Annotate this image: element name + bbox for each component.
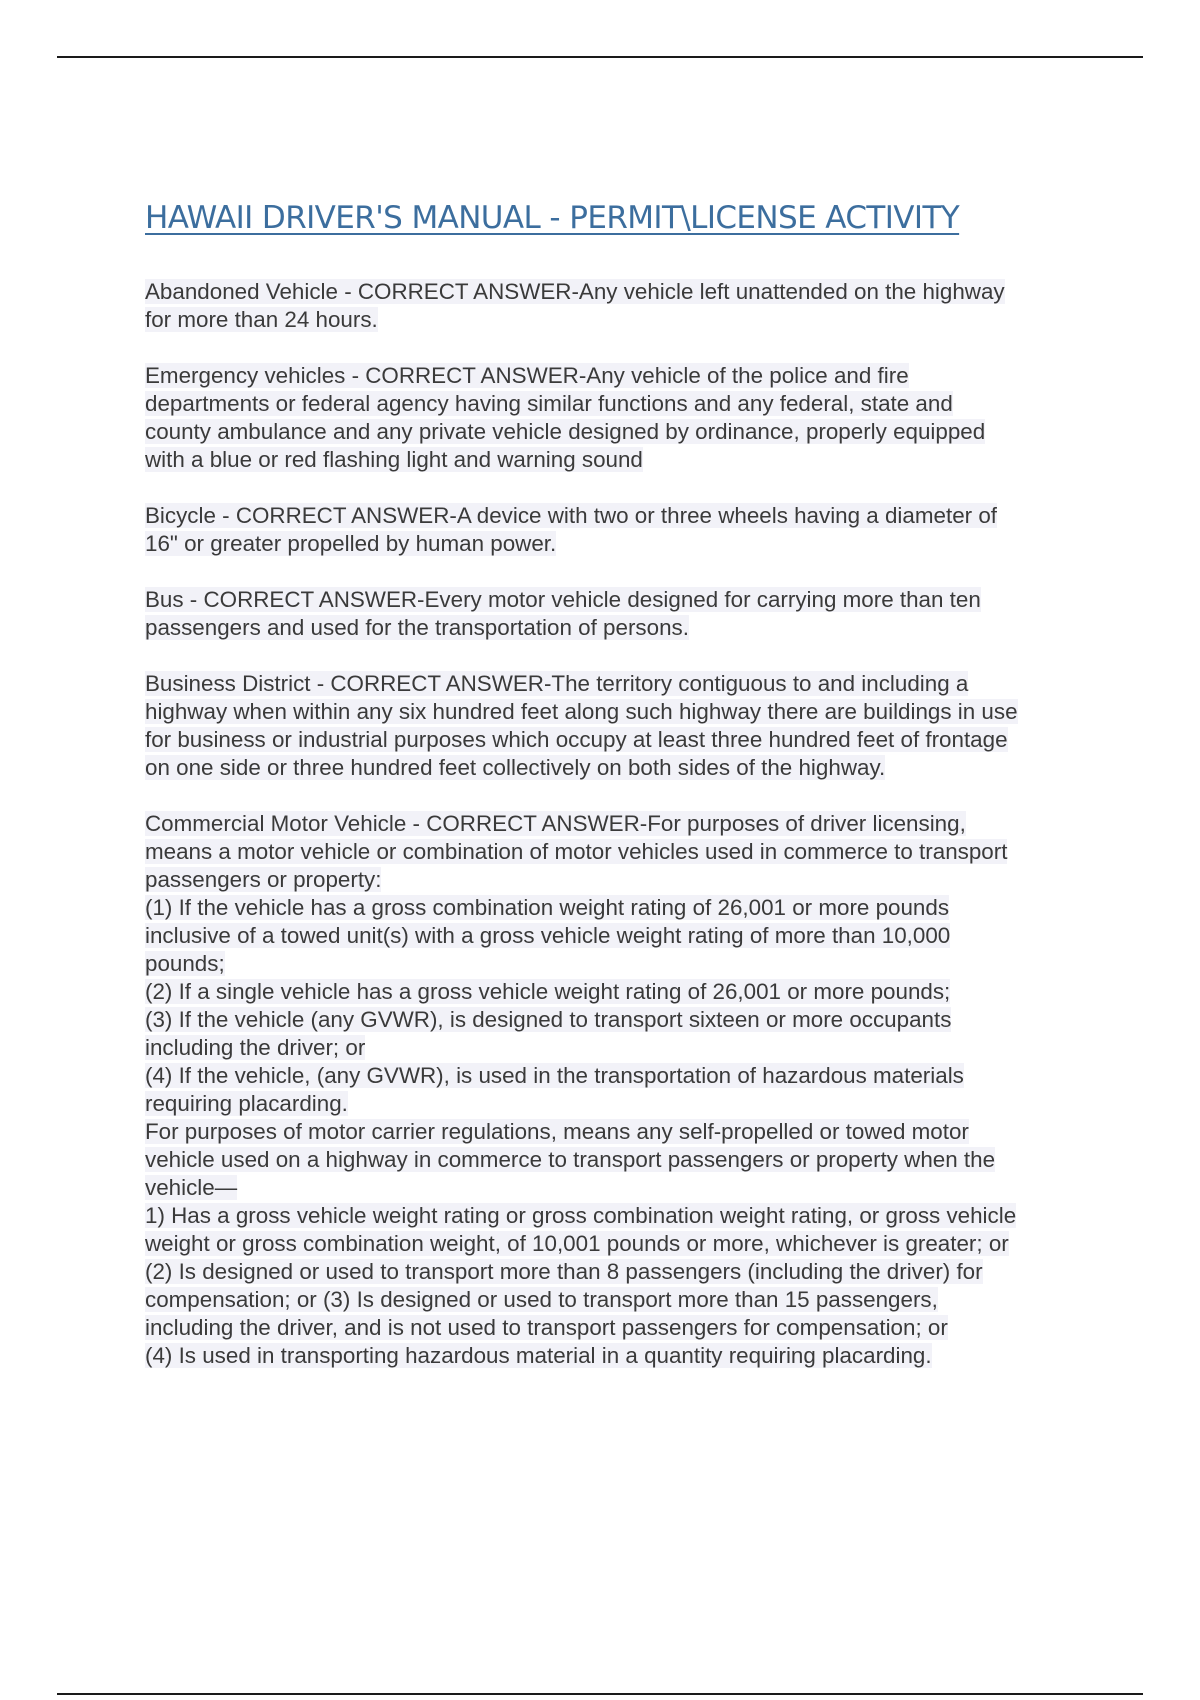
definition-text: (2) If a single vehicle has a gross vehicle weight rating of 26,001 or more pounds; xyxy=(145,979,951,1004)
definition-line xyxy=(145,1314,1095,1342)
header-rule xyxy=(57,56,1143,58)
definition-line xyxy=(145,1062,1095,1090)
definition-text: (4) Is used in transporting hazardous material in a quantity requiring placarding. xyxy=(145,1343,932,1368)
definition-text: county ambulance and any private vehicle designed by ordinance, properly equipped xyxy=(145,419,986,444)
definition-line xyxy=(145,838,1095,866)
definition-line xyxy=(145,670,1095,698)
definition-entry xyxy=(145,362,1095,474)
definition-line xyxy=(145,1034,1095,1062)
definition-line xyxy=(145,1258,1095,1286)
document-body xyxy=(145,278,1095,1370)
definition-line xyxy=(145,1230,1095,1258)
footer-rule xyxy=(57,1693,1143,1695)
definition-text: on one side or three hundred feet collectively on both sides of the highway. xyxy=(145,755,886,780)
definition-line xyxy=(145,1174,1095,1202)
definition-line xyxy=(145,278,1095,306)
definition-line xyxy=(145,1146,1095,1174)
definition-line xyxy=(145,726,1095,754)
definition-entry xyxy=(145,670,1095,782)
definition-line xyxy=(145,698,1095,726)
definition-text: (4) If the vehicle, (any GVWR), is used in the transportation of hazardous materials xyxy=(145,1063,964,1088)
page-title: HAWAII DRIVER'S MANUAL - PERMIT\LICENSE ACTIVITY xyxy=(145,200,960,236)
definition-text: Bus - CORRECT ANSWER-Every motor vehicle designed for carrying more than ten xyxy=(145,587,981,612)
definition-line xyxy=(145,530,1095,558)
definition-text: Business District - CORRECT ANSWER-The territory contiguous to and including a xyxy=(145,671,969,696)
definition-text: pounds; xyxy=(145,951,225,976)
definition-text: (2) Is designed or used to transport more than 8 passengers (including the driver) for xyxy=(145,1259,983,1284)
definition-text: Bicycle - CORRECT ANSWER-A device with two or three wheels having a diameter of xyxy=(145,503,997,528)
definition-text: highway when within any six hundred feet along such highway there are buildings in use xyxy=(145,699,1018,724)
definition-line xyxy=(145,754,1095,782)
definition-entry xyxy=(145,586,1095,642)
definition-text: vehicle used on a highway in commerce to transport passengers or property when the xyxy=(145,1147,996,1172)
definition-line xyxy=(145,810,1095,838)
definition-line xyxy=(145,614,1095,642)
definition-text: compensation; or (3) Is designed or used to transport more than 15 passengers, xyxy=(145,1287,938,1312)
definition-line xyxy=(145,390,1095,418)
definition-line xyxy=(145,586,1095,614)
definition-line xyxy=(145,1202,1095,1230)
definition-text: weight or gross combination weight, of 10,001 pounds or more, whichever is greater; or xyxy=(145,1231,1009,1256)
definition-text: Commercial Motor Vehicle - CORRECT ANSWER-For purposes of driver licensing, xyxy=(145,811,966,836)
definition-text: 16" or greater propelled by human power. xyxy=(145,531,557,556)
definition-text: vehicle— xyxy=(145,1175,238,1200)
definition-text: passengers or property: xyxy=(145,867,382,892)
definition-line xyxy=(145,1090,1095,1118)
definition-text: including the driver; or xyxy=(145,1035,366,1060)
definition-line xyxy=(145,446,1095,474)
definition-line xyxy=(145,1006,1095,1034)
definition-entry xyxy=(145,278,1095,334)
definition-text: 1) Has a gross vehicle weight rating or gross combination weight rating, or gross vehicle xyxy=(145,1203,1017,1228)
definition-text: requiring placarding. xyxy=(145,1091,348,1116)
definition-line xyxy=(145,1286,1095,1314)
definition-text: (3) If the vehicle (any GVWR), is designed to transport sixteen or more occupants xyxy=(145,1007,952,1032)
definition-text: (1) If the vehicle has a gross combination weight rating of 26,001 or more pounds xyxy=(145,895,950,920)
definition-line xyxy=(145,922,1095,950)
definition-entry xyxy=(145,502,1095,558)
definition-text: departments or federal agency having similar functions and any federal, state and xyxy=(145,391,953,416)
definition-line xyxy=(145,502,1095,530)
definition-line xyxy=(145,418,1095,446)
definition-text: means a motor vehicle or combination of motor vehicles used in commerce to transport xyxy=(145,839,1008,864)
definition-line xyxy=(145,866,1095,894)
definition-line xyxy=(145,1342,1095,1370)
definition-text: inclusive of a towed unit(s) with a gross vehicle weight rating of more than 10,000 xyxy=(145,923,951,948)
definition-line xyxy=(145,306,1095,334)
definition-text: Emergency vehicles - CORRECT ANSWER-Any vehicle of the police and fire xyxy=(145,363,909,388)
definition-line xyxy=(145,1118,1095,1146)
definition-text: including the driver, and is not used to transport passengers for compensation; or xyxy=(145,1315,948,1340)
definition-line xyxy=(145,362,1095,390)
definition-line xyxy=(145,894,1095,922)
definition-line xyxy=(145,978,1095,1006)
definition-text: For purposes of motor carrier regulations, means any self-propelled or towed motor xyxy=(145,1119,969,1144)
definition-entry xyxy=(145,810,1095,1370)
definition-text: passengers and used for the transportation of persons. xyxy=(145,615,689,640)
definition-line xyxy=(145,950,1095,978)
definition-text: for more than 24 hours. xyxy=(145,307,378,332)
definition-text: Abandoned Vehicle - CORRECT ANSWER-Any vehicle left unattended on the highway xyxy=(145,279,1005,304)
definition-text: with a blue or red flashing light and warning sound xyxy=(145,447,643,472)
definition-text: for business or industrial purposes which occupy at least three hundred feet of frontage xyxy=(145,727,1008,752)
